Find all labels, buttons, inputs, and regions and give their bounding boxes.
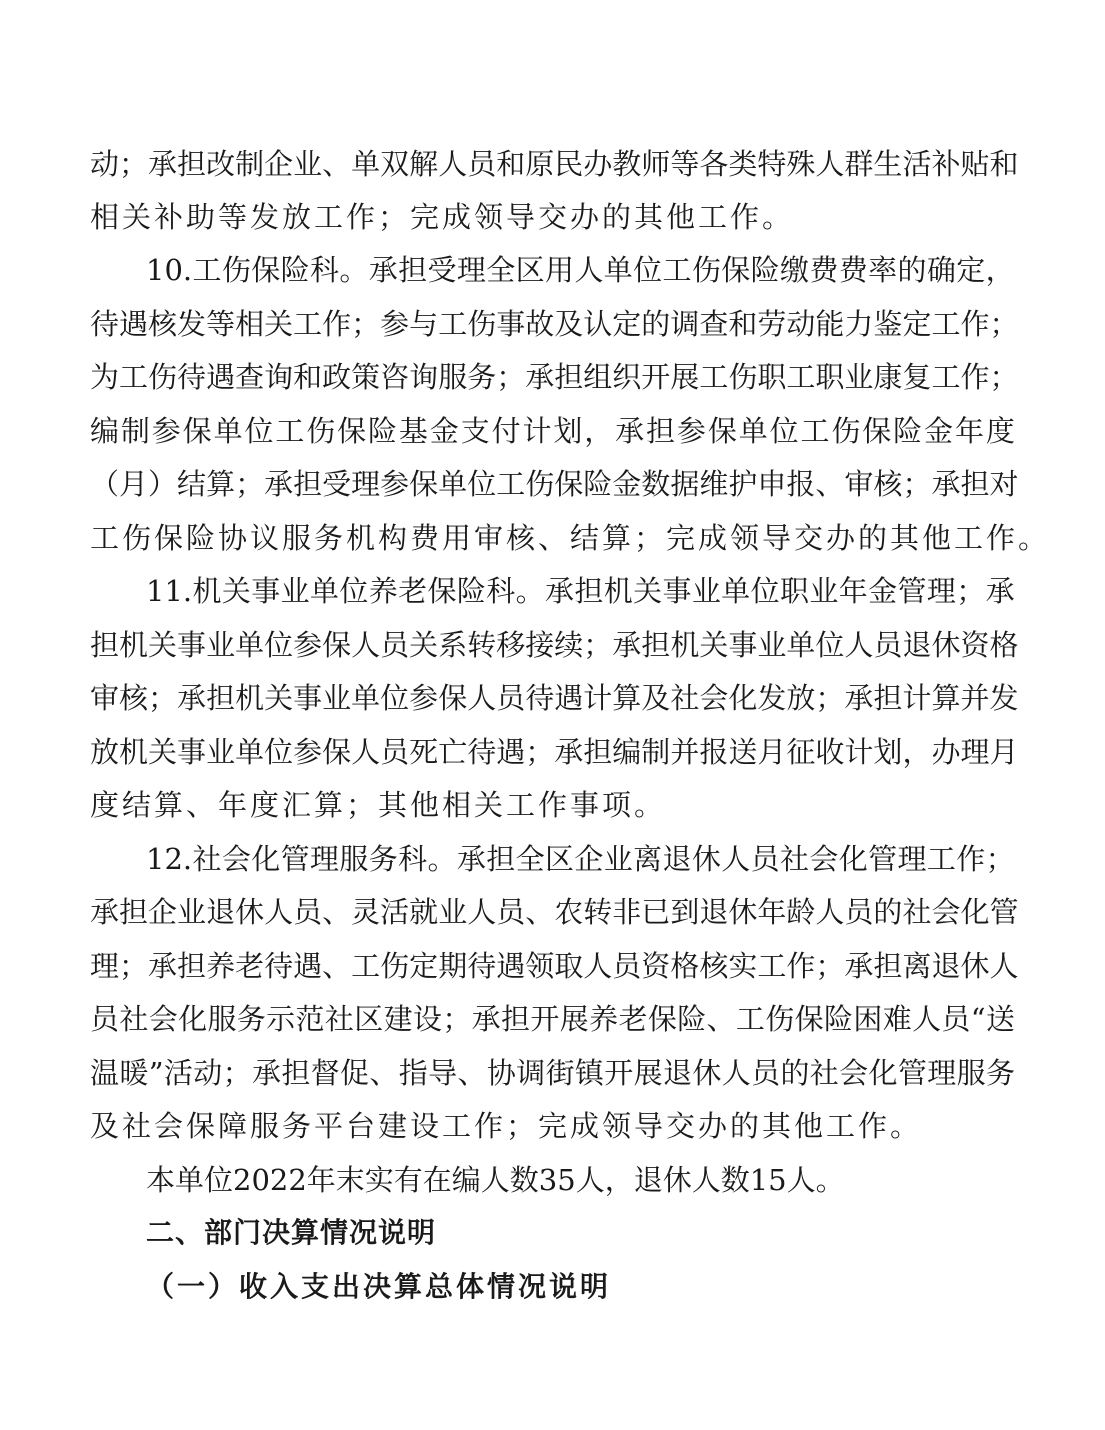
- text-line: 及社会保障服务平台建设工作；完成领导交办的其他工作。: [90, 1109, 923, 1143]
- text-line: 编 制 参 保 单 位 工 伤 保 险 基 金 支 付 计 划 ， 承 担 参 保 单 位 工 伤 保 险 金 年 度: [90, 414, 1015, 448]
- text-line: 放 机 关 事 业 单 位 参 保 人 员 死 亡 待 遇 ； 承 担 编 制 并 报 送 月 征 收 计 划 ， 办 理 月: [90, 735, 1019, 769]
- section-heading: 二、部门决算情况说明: [146, 1216, 437, 1249]
- text-line: 担 机 关 事 业 单 位 参 保 人 员 关 系 转 移 接 续 ； 承 担 机 关 事 业 单 位 人 员 退 休 资 格: [90, 628, 1019, 662]
- text-line: 审 核 ； 承 担 机 关 事 业 单 位 参 保 人 员 待 遇 计 算 及 社 会 化 发 放 ； 承 担 计 算 并 发: [90, 681, 1019, 715]
- text-line: 度结算、年度汇算；其他相关工作事项。: [90, 788, 667, 822]
- subsection-heading: （一）收入支出决算总体情况说明: [146, 1270, 612, 1303]
- text-line: 动 ； 承 担 改 制 企 业 、 单 双 解 人 员 和 原 民 办 教 师 等 各 类 特 殊 人 群 生 活 补 贴 和: [90, 147, 1019, 181]
- text-line: 工伤保险协议服务机构费用审核、结算；完成领导交办的其他工作。: [90, 521, 1051, 555]
- text-line: 11. 机 关 事 业 单 位 养 老 保 险 科 。 承 担 机 关 事 业 单 位 职 业 年 金 管 理 ； 承: [146, 574, 1015, 608]
- text-line: 为 工 伤 待 遇 查 询 和 政 策 咨 询 服 务 ； 承 担 组 织 开 展 工 伤 职 工 职 业 康 复 工 作 ；: [90, 360, 1019, 394]
- text-line: 相关补助等发放工作；完成领导交办的其他工作。: [90, 200, 795, 234]
- text-line: 理 ； 承 担 养 老 待 遇 、 工 伤 定 期 待 遇 领 取 人 员 资 格 核 实 工 作 ； 承 担 离 退 休 人: [90, 949, 1019, 983]
- staff-count-line: 本单位2022年末实有在编人数35人，退休人数15人。: [146, 1163, 845, 1197]
- text-line: 10. 工 伤 保 险 科 。 承 担 受 理 全 区 用 人 单 位 工 伤 保 险 缴 费 费 率 的 确 定 ，: [146, 253, 1015, 287]
- text-line: 承 担 企 业 退 休 人 员 、 灵 活 就 业 人 员 、 农 转 非 已 到 退 休 年 龄 人 员 的 社 会 化 管: [90, 895, 1019, 929]
- text-line: 温 暖 ” 活 动 ； 承 担 督 促 、 指 导 、 协 调 街 镇 开 展 退 休 人 员 的 社 会 化 管 理 服 务: [90, 1056, 1015, 1090]
- text-line: 待 遇 核 发 等 相 关 工 作 ； 参 与 工 伤 事 故 及 认 定 的 调 查 和 劳 动 能 力 鉴 定 工 作 ；: [90, 307, 1019, 341]
- text-line: 员 社 会 化 服 务 示 范 社 区 建 设 ； 承 担 开 展 养 老 保 险 、 工 伤 保 险 困 难 人 员 “ 送: [90, 1002, 1015, 1036]
- text-line: 12. 社 会 化 管 理 服 务 科 。 承 担 全 区 企 业 离 退 休 人 员 社 会 化 管 理 工 作 ；: [146, 842, 1015, 876]
- text-line: （ 月 ） 结 算 ； 承 担 受 理 参 保 单 位 工 伤 保 险 金 数 据 维 护 申 报 、 审 核 ； 承 担 对: [90, 467, 1019, 501]
